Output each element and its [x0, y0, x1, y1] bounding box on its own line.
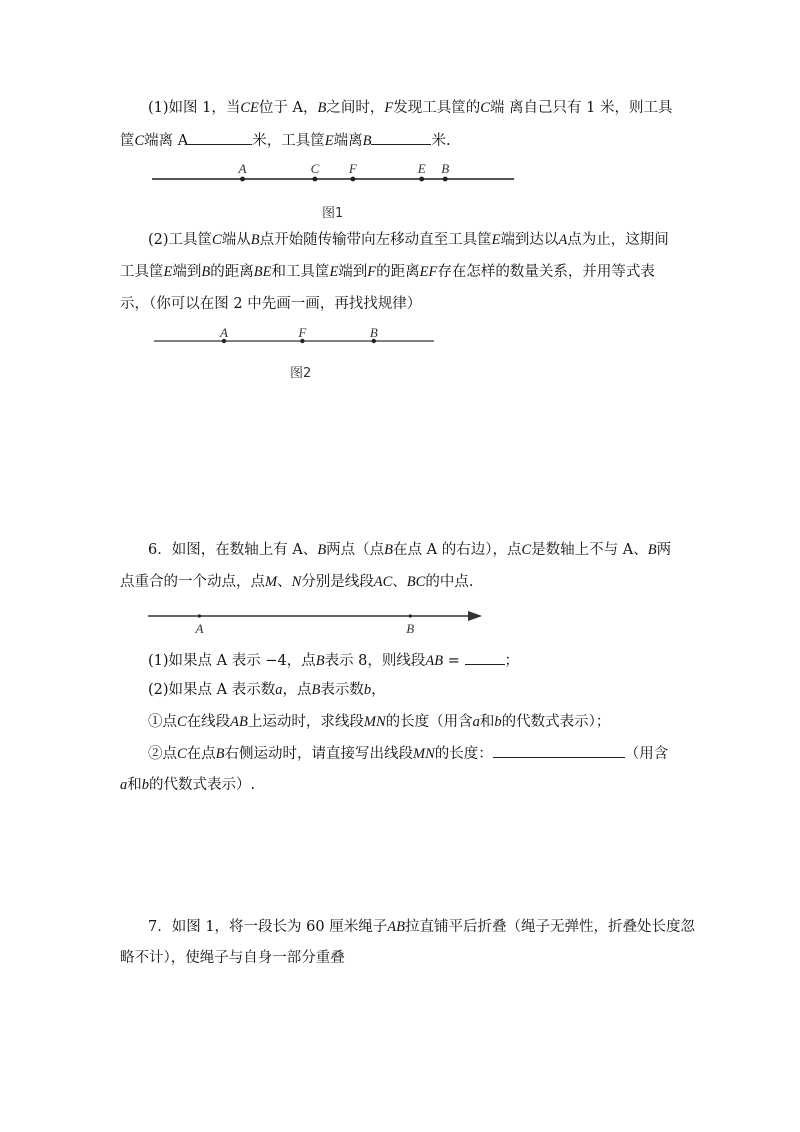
q6-part2-sub1	[148, 712, 610, 732]
text: =	[443, 653, 465, 669]
text: 的距离	[376, 264, 420, 280]
text: 的代数式表示）.	[149, 777, 256, 793]
q7-line2: 略不计），使绳子与自身一部分重叠	[120, 950, 345, 966]
q6-part2-sub2-cont	[120, 775, 255, 795]
text: 的代数式表示）；	[501, 714, 611, 730]
text: 端到	[172, 264, 202, 280]
q5-part2-line3: 示，（你可以在图 2 中先画一画，再找找规律）	[120, 296, 422, 312]
point-b-dot	[409, 614, 412, 617]
text: 端到	[338, 264, 368, 280]
var-c: C	[212, 232, 222, 248]
text: 的长度（用含	[385, 714, 473, 730]
text: ，	[371, 682, 386, 698]
var-a: a	[472, 714, 480, 730]
point-c-dot	[313, 177, 318, 182]
var-e: E	[491, 232, 501, 248]
var-e: E	[329, 264, 339, 280]
var-ce: CE	[240, 100, 259, 116]
text: (2)如果点 A 表示数	[148, 682, 276, 698]
var-b: B	[315, 653, 325, 669]
var-n: N	[291, 574, 302, 590]
point-b-label: B	[369, 326, 378, 340]
text: 之间时，	[326, 100, 385, 116]
text: 和	[479, 714, 495, 730]
text: 在线段	[186, 714, 231, 730]
var-b-value: b	[494, 714, 502, 730]
text: 工具筐	[120, 264, 164, 280]
text: 点开始随传输带向左移动直至工具筐	[259, 232, 492, 248]
text: 米.	[431, 133, 451, 149]
text: ，点	[282, 682, 312, 698]
text: 的长度：	[434, 746, 493, 762]
point-e-dot	[419, 177, 424, 182]
point-c-label: C	[310, 161, 320, 176]
var-ab: AB	[387, 919, 405, 935]
var-b: B	[317, 542, 327, 558]
text: 米，工具筐	[252, 133, 325, 149]
text: 表示 8，则线段	[324, 653, 426, 669]
point-b-dot	[443, 177, 448, 182]
var-b: B	[647, 542, 657, 558]
text: 端 离自己只有 1 米，则工具	[489, 100, 673, 116]
text: (1)如果点 A 表示 −4，点	[148, 653, 316, 669]
text: 是数轴上不与 A、	[531, 542, 648, 558]
var-ab: AB	[230, 714, 248, 730]
q5-part2-line1	[148, 230, 669, 250]
text: 在点 A 的右边），点	[393, 542, 522, 558]
var-a: a	[120, 777, 128, 793]
point-e-label: E	[417, 161, 426, 176]
var-b: B	[362, 133, 372, 149]
answer-blank[interactable]	[465, 650, 505, 665]
var-c: C	[177, 714, 187, 730]
text: 位于 A，	[258, 100, 318, 116]
point-a-label: A	[220, 326, 228, 340]
q6-line2	[120, 572, 473, 592]
point-a-label: A	[195, 621, 204, 636]
text: 表示数	[320, 682, 364, 698]
text: 拉直铺平后折叠（绳子无弹性，折叠处长度忽	[404, 919, 695, 935]
q5-part1-line2	[120, 130, 451, 151]
q6-part2	[148, 680, 386, 700]
var-e: E	[163, 264, 173, 280]
point-f-dot	[351, 177, 356, 182]
point-a-dot	[198, 614, 201, 617]
text: 发现工具筐的	[393, 100, 481, 116]
q6-part1	[148, 650, 519, 671]
figure-1-caption: 图1	[322, 206, 344, 221]
q6-number-line	[146, 604, 496, 636]
var-c: C	[480, 100, 490, 116]
point-a-dot	[240, 177, 245, 182]
text: 存在怎样的数量关系，并用等式表	[437, 264, 655, 280]
text: ②点	[148, 746, 177, 762]
text: 和	[127, 777, 142, 793]
point-f-label: F	[298, 326, 307, 340]
text: (1)如图 1，当	[148, 100, 241, 116]
var-b-value: b	[141, 777, 149, 793]
text: 端到达以	[500, 232, 559, 248]
answer-blank[interactable]	[188, 130, 252, 145]
answer-blank[interactable]	[371, 130, 431, 145]
q5-part1-line1	[148, 98, 672, 118]
axis-arrow-icon	[468, 611, 482, 621]
var-a: a	[275, 682, 283, 698]
text: (2)工具筐	[148, 232, 213, 248]
var-b-value: b	[363, 682, 372, 698]
q7-line1	[148, 917, 695, 937]
var-f: F	[384, 100, 394, 116]
var-a: A	[558, 232, 568, 248]
text: 、	[392, 574, 407, 590]
text: 的距离	[210, 264, 254, 280]
text: 两	[656, 542, 672, 558]
text: ①点	[148, 714, 177, 730]
text: 6．如图，在数轴上有 A、	[148, 542, 318, 558]
var-c: C	[177, 746, 187, 762]
text: （用含	[624, 746, 669, 762]
var-bc: BC	[406, 574, 426, 590]
text: 分别是线段	[301, 574, 374, 590]
q6-line1	[148, 540, 671, 560]
text: 点为止，这期间	[567, 232, 669, 248]
text: 端离	[333, 133, 363, 149]
var-b: B	[215, 746, 225, 762]
text: 筐	[120, 133, 135, 149]
text: 、	[277, 574, 292, 590]
text: 点重合的一个动点，点	[120, 574, 265, 590]
q5-part2-line2	[120, 262, 655, 282]
point-b-label: B	[406, 621, 415, 636]
text: ；	[504, 653, 520, 669]
text: 的中点.	[425, 574, 474, 590]
q6-part2-sub2	[148, 743, 668, 764]
var-b: B	[250, 232, 260, 248]
text: 端从	[221, 232, 251, 248]
var-c: C	[134, 133, 145, 149]
text: 上运动时，求线段	[247, 714, 364, 730]
var-ac: AC	[373, 574, 393, 590]
text: 右侧运动时，请直接写出线段	[224, 746, 414, 762]
var-f: F	[367, 264, 377, 280]
text: 端离 A	[144, 133, 189, 149]
var-b: B	[201, 264, 211, 280]
var-be: BE	[253, 264, 272, 280]
var-c: C	[521, 542, 532, 558]
text: 在点	[186, 746, 216, 762]
var-m: M	[265, 574, 278, 590]
var-mn: MN	[413, 746, 435, 762]
var-ef: EF	[419, 264, 438, 280]
var-b: B	[384, 542, 394, 558]
figure-2-number-line	[152, 326, 452, 356]
answer-blank[interactable]	[493, 743, 625, 758]
figure-2-caption: 图2	[290, 366, 312, 381]
point-a-label: A	[238, 161, 247, 176]
point-f-label: F	[348, 161, 357, 176]
var-ab: AB	[425, 653, 444, 669]
figure-1-number-line	[150, 158, 530, 198]
point-b-label: B	[441, 161, 450, 176]
var-e: E	[324, 133, 334, 149]
text: 和工具筐	[271, 264, 330, 280]
var-b: B	[317, 100, 327, 116]
var-b: B	[311, 682, 321, 698]
var-mn: MN	[363, 714, 386, 730]
text: 两点（点	[326, 542, 385, 558]
text: 7．如图 1，将一段长为 60 厘米绳子	[148, 919, 388, 935]
